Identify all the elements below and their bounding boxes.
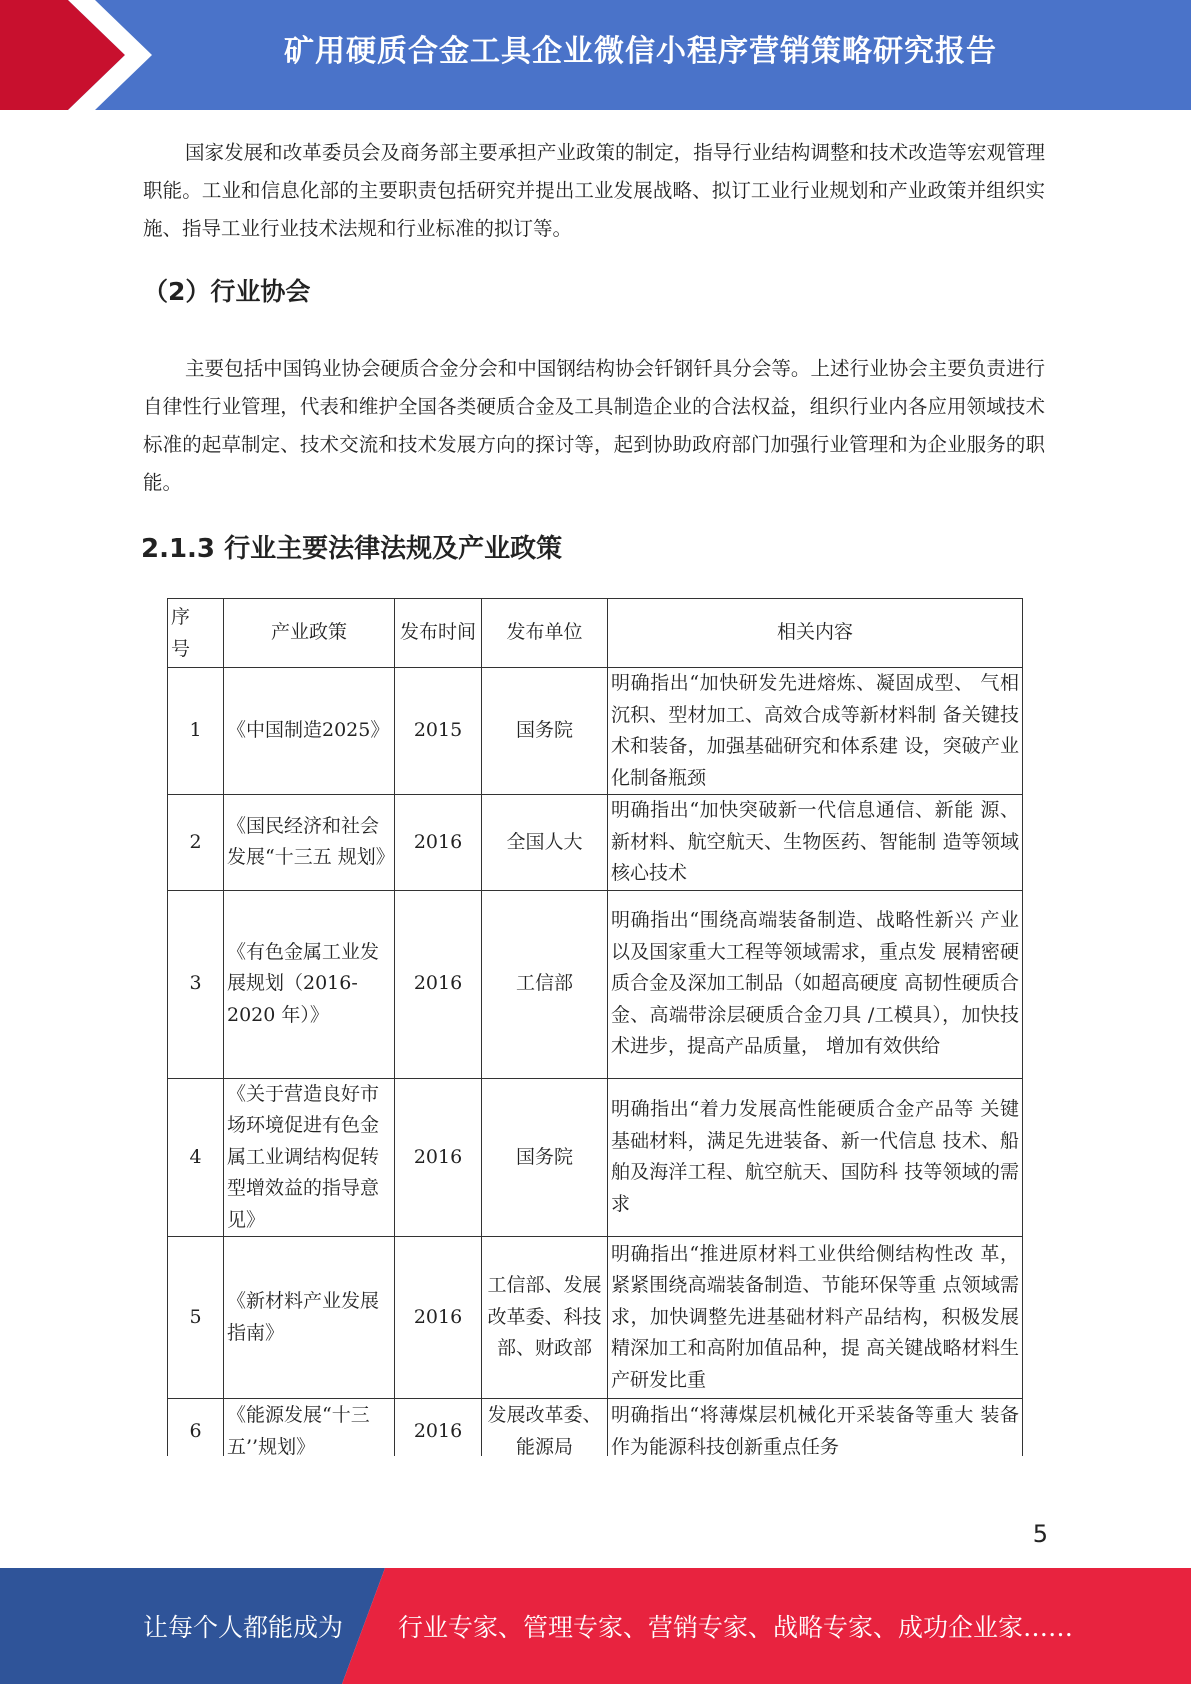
subheading-industry-association: （2）行业协会 [143,277,311,306]
cell-content: 明确指出“推进原材料工业供给侧结构性改 革，紧紧围绕高端装备制造、节能环保等重 点领域需求，加快调整先进基础材料产品结构，积极发展精深加工和高附加值品种，提 高关键战略材料生产研发比重 [608,1237,1023,1399]
table-row [168,890,1023,1078]
cell-policy: 《新材料产业发展指南》 [224,1237,395,1399]
cell-content: 明确指出“围绕高端装备制造、战略性新兴 产业以及国家重大工程等领域需求，重点发 展精密硬质合金及深加工制品（如超高硬度 高韧性硬质合金、高端带涂层硬质合金刀具 /工模具），加快技术进步，提高产品质量， 增加有效供给 [608,890,1023,1078]
cell-policy: 《国民经济和社会发展“十三五 规划》 [224,795,395,891]
report-title: 矿用硬质合金工具企业微信小程序营销策略研究报告 [284,34,997,69]
cell-content: 明确指出“着力发展高性能硬质合金产品等 关键基础材料，满足先进装备、新一代信息 技术、船舶及海洋工程、航空航天、国防科 技等领域的需求 [608,1078,1023,1237]
cell-policy: 《中国制造2025》 [224,668,395,795]
cell-year: 2016 [395,890,482,1078]
cell-no: 5 [168,1237,224,1399]
cell-org: 发展改革委、能源局 [482,1399,608,1457]
table-row [168,1399,1023,1457]
cell-year: 2016 [395,1399,482,1457]
cell-org: 工信部 [482,890,608,1078]
page-header [0,0,1191,110]
cell-no: 2 [168,795,224,891]
table-row [168,1237,1023,1399]
policy-table [167,598,1023,1456]
cell-year: 2016 [395,795,482,891]
header-content: 相关内容 [608,599,1023,668]
cell-policy: 《关于营造良好市场环境促进有色金属工业调结构促转型增效益的指导意见》 [224,1078,395,1237]
cell-year: 2016 [395,1237,482,1399]
cell-org: 工信部、发展改革委、科技部、财政部 [482,1237,608,1399]
page-number: 5 [1032,1520,1048,1548]
header-policy: 产业政策 [224,599,395,668]
policy-table-container [167,598,1024,1456]
cell-org: 全国人大 [482,795,608,891]
cell-no: 4 [168,1078,224,1237]
page-footer [0,1568,1191,1684]
table-header-row [168,599,1023,668]
table-row [168,795,1023,891]
cell-content: 明确指出“加快突破新一代信息通信、新能 源、新材料、航空航天、生物医药、智能制 造等领域核心技术 [608,795,1023,891]
intro-paragraph: 国家发展和改革委员会及商务部主要承担产业政策的制定，指导行业结构调整和技术改造等宏观管理职能。工业和信息化部的主要职责包括研究并提出工业发展战略、拟订工业行业规划和产业政策并组织实施、指导工业行业技术法规和行业标准的拟订等。 [143,141,1045,240]
cell-year: 2016 [395,1078,482,1237]
footer-slogan-right: 行业专家、管理专家、营销专家、战略专家、成功企业家…… [398,1613,1074,1642]
table-row [168,1078,1023,1237]
cell-no: 1 [168,668,224,795]
cell-org: 国务院 [482,668,608,795]
cell-no: 3 [168,890,224,1078]
table-row [168,668,1023,795]
footer-slogan-left: 让每个人都能成为 [143,1613,344,1642]
header-no: 序 号 [168,599,224,668]
header-org: 发布单位 [482,599,608,668]
cell-year: 2015 [395,668,482,795]
cell-policy: 《能源发展“十三五’’规划》 [224,1399,395,1457]
cell-policy: 《有色金属工业发展规划（2016-2020 年）》 [224,890,395,1078]
association-paragraph: 主要包括中国钨业协会硬质合金分会和中国钢结构协会钎钢钎具分会等。上述行业协会主要负责进行自律性行业管理，代表和维护全国各类硬质合金及工具制造企业的合法权益，组织行业内各应用领域技术标准的起草制定、技术交流和技术发展方向的探讨等，起到协助政府部门加强行业管理和为企业服务的职能。 [143,357,1045,494]
cell-org: 国务院 [482,1078,608,1237]
cell-content: 明确指出“将薄煤层机械化开采装备等重大 装备作为能源科技创新重点任务 [608,1399,1023,1457]
header-year: 发布时间 [395,599,482,668]
cell-content: 明确指出“加快研发先进熔炼、凝固成型、 气相沉积、型材加工、高效合成等新材料制 备关键技术和装备，加强基础研究和体系建 设，突破产业化制备瓶颈 [608,668,1023,795]
cell-no: 6 [168,1399,224,1457]
section-heading: 2.1.3 行业主要法律法规及产业政策 [141,534,563,564]
